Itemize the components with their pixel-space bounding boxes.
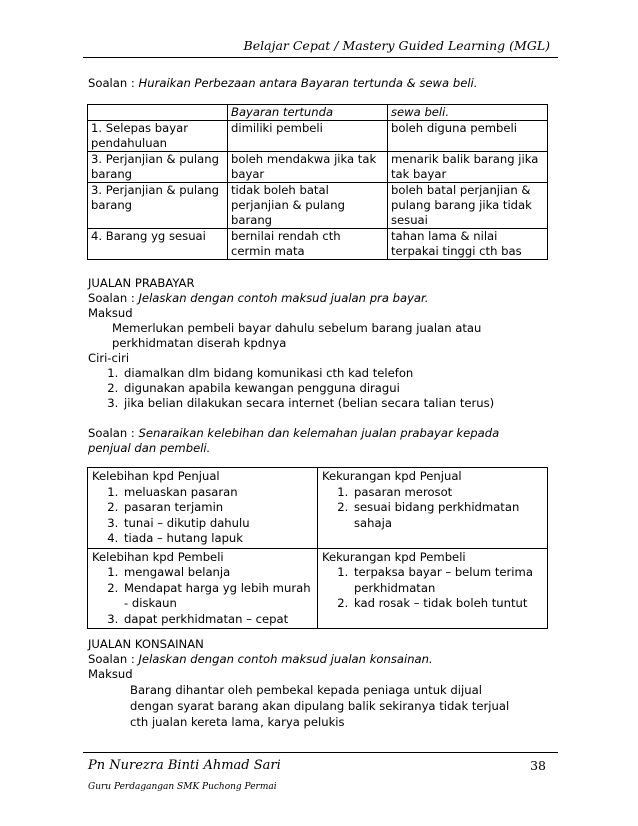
page-number: 38 [530,758,546,773]
list-item: 2. digunakan apabila kewangan pengguna diragui [122,381,558,396]
footer-author: Pn Nurezra Binti Ahmad Sari [88,758,281,773]
ciri-label: Ciri-ciri [88,351,130,365]
list-item: 3. tunai – dikutip dahulu [122,516,313,532]
list-item: 2. sesuai bidang perkhidmatan sahaja [352,500,543,531]
list-item: 3. jika belian dilakukan secara internet (belian secara talian terus) [122,396,558,411]
maksud-label: Maksud [88,667,133,681]
table-row [88,468,548,549]
question-text: Senaraikan kelebihan dan kelemahan jualan prabayar kepada penjual dan pembeli. [88,426,500,455]
maksud-label: Maksud [88,306,133,320]
table-cell: 3. Perjanjian & pulang barang [88,152,228,183]
table-row [88,121,548,152]
table-cell [88,468,318,549]
question-prefix: Soalan : [88,426,139,440]
list-item: 2. pasaran terjamin [122,500,313,516]
table-cell: bernilai rendah cth cermin mata [228,229,388,260]
table-header-row [88,105,548,121]
maksud-text: Barang dihantar oleh pembekal kepada peniaga untuk dijual dengan syarat barang akan dipulang balik sekiranya tidak terjual cth jualan kereta lama, karya pelukis [130,683,510,729]
list-item: 3. dapat perkhidmatan – cepat [122,612,313,628]
question-1 [88,76,558,91]
prabayar-section [88,276,558,456]
ciri-list [88,366,558,411]
footer-subtitle: Guru Perdagangan SMK Puchong Permai [88,782,277,792]
table-header-cell: Bayaran tertunda [228,105,388,121]
table-cell: 1. Selepas bayar pendahuluan [88,121,228,152]
konsainan-section [88,637,558,730]
list-item: 2. kad rosak – tidak boleh tuntut [352,596,543,612]
list-item: 4. tiada – hutang lapuk [122,531,313,547]
table-row [88,183,548,229]
question-prefix: Soalan : [88,652,139,666]
table-row [88,548,548,629]
footer-rule [83,752,558,753]
cell-title: Kekurangan kpd Pembeli [322,549,466,564]
question-prefix: Soalan : [88,76,139,90]
question-4 [88,652,558,667]
cell-title: Kelebihan kpd Penjual [92,469,220,483]
table-cell: boleh diguna pembeli [388,121,548,152]
table-cell: tidak boleh batal perjanjian & pulang barang [228,183,388,229]
header-rule [83,57,558,58]
table-cell: tahan lama & nilai terpakai tinggi cth bas [388,229,548,260]
question-prefix: Soalan : [88,291,139,305]
list-item: 1. pasaran merosot [352,485,543,501]
section-heading: JUALAN PRABAYAR [88,276,195,290]
comparison-table [87,104,548,260]
table-cell [318,548,548,629]
table-cell: 4. Barang yg sesuai [88,229,228,260]
table-cell [88,548,318,629]
cell-title: Kekurangan kpd Penjual [322,469,462,483]
question-3 [88,426,558,456]
table-cell: boleh batal perjanjian & pulang barang jika tidak sesuai [388,183,548,229]
prabayar-table [87,467,548,629]
table-cell: menarik balik barang jika tak bayar [388,152,548,183]
table-cell: dimiliki pembeli [228,121,388,152]
table-cell [318,468,548,549]
list-item: 2. Mendapat harga yg lebih murah - diskaun [122,581,313,612]
list-item: 1. meluaskan pasaran [122,485,313,501]
table-header-cell [88,105,228,121]
list-item: 1. terpaksa bayar – belum terima perkhidmatan [352,565,543,596]
cell-title: Kelebihan kpd Pembeli [92,549,224,564]
maksud-text: Memerlukan pembeli bayar dahulu sebelum barang jualan atau perkhidmatan diserah kpdnya [112,321,482,350]
question-text: Jelaskan dengan contoh maksud jualan konsainan. [138,652,433,666]
question-2 [88,291,558,306]
question-text: Jelaskan dengan contoh maksud jualan pra bayar. [138,291,429,305]
table-cell: boleh mendakwa jika tak bayar [228,152,388,183]
table-row [88,152,548,183]
table-header-cell: sewa beli. [388,105,548,121]
question-text: Huraikan Perbezaan antara Bayaran tertunda & sewa beli. [138,76,478,90]
table-row [88,229,548,260]
table-cell: 3. Perjanjian & pulang barang [88,183,228,229]
list-item: 1. diamalkan dlm bidang komunikasi cth kad telefon [122,366,558,381]
page-header: Belajar Cepat / Mastery Guided Learning (MGL) [243,38,550,53]
section-heading: JUALAN KONSAINAN [88,637,204,651]
list-item: 1. mengawal belanja [122,565,313,581]
